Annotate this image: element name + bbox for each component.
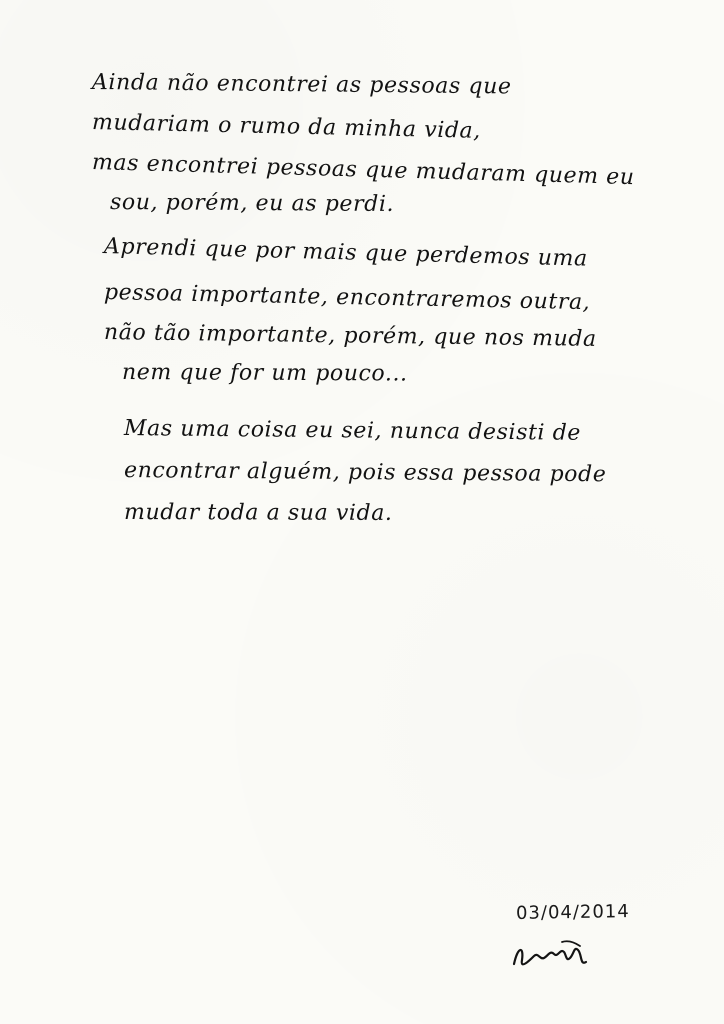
text-line: não tão importante, porém, que nos muda xyxy=(103,320,597,352)
text-line: sou, porém, eu as perdi. xyxy=(109,190,395,217)
text-line: mudar toda a sua vida. xyxy=(123,500,393,526)
text-line: Mas uma coisa eu sei, nunca desisti de xyxy=(123,416,582,446)
text-line: Aprendi que por mais que perdemos uma xyxy=(103,234,589,272)
text-line: encontrar alguém, pois essa pessoa pode xyxy=(123,458,607,488)
signature-mark xyxy=(510,936,592,976)
text-line: pessoa importante, encontraremos outra, xyxy=(103,280,591,316)
date-text: 03/04/2014 xyxy=(515,901,630,924)
text-line: mudariam o rumo da minha vida, xyxy=(91,110,482,144)
text-line: Ainda não encontrei as pessoas que xyxy=(91,70,512,100)
text-line: nem que for um pouco... xyxy=(121,360,408,387)
text-line: mas encontrei pessoas que mudaram quem eu xyxy=(91,150,635,191)
